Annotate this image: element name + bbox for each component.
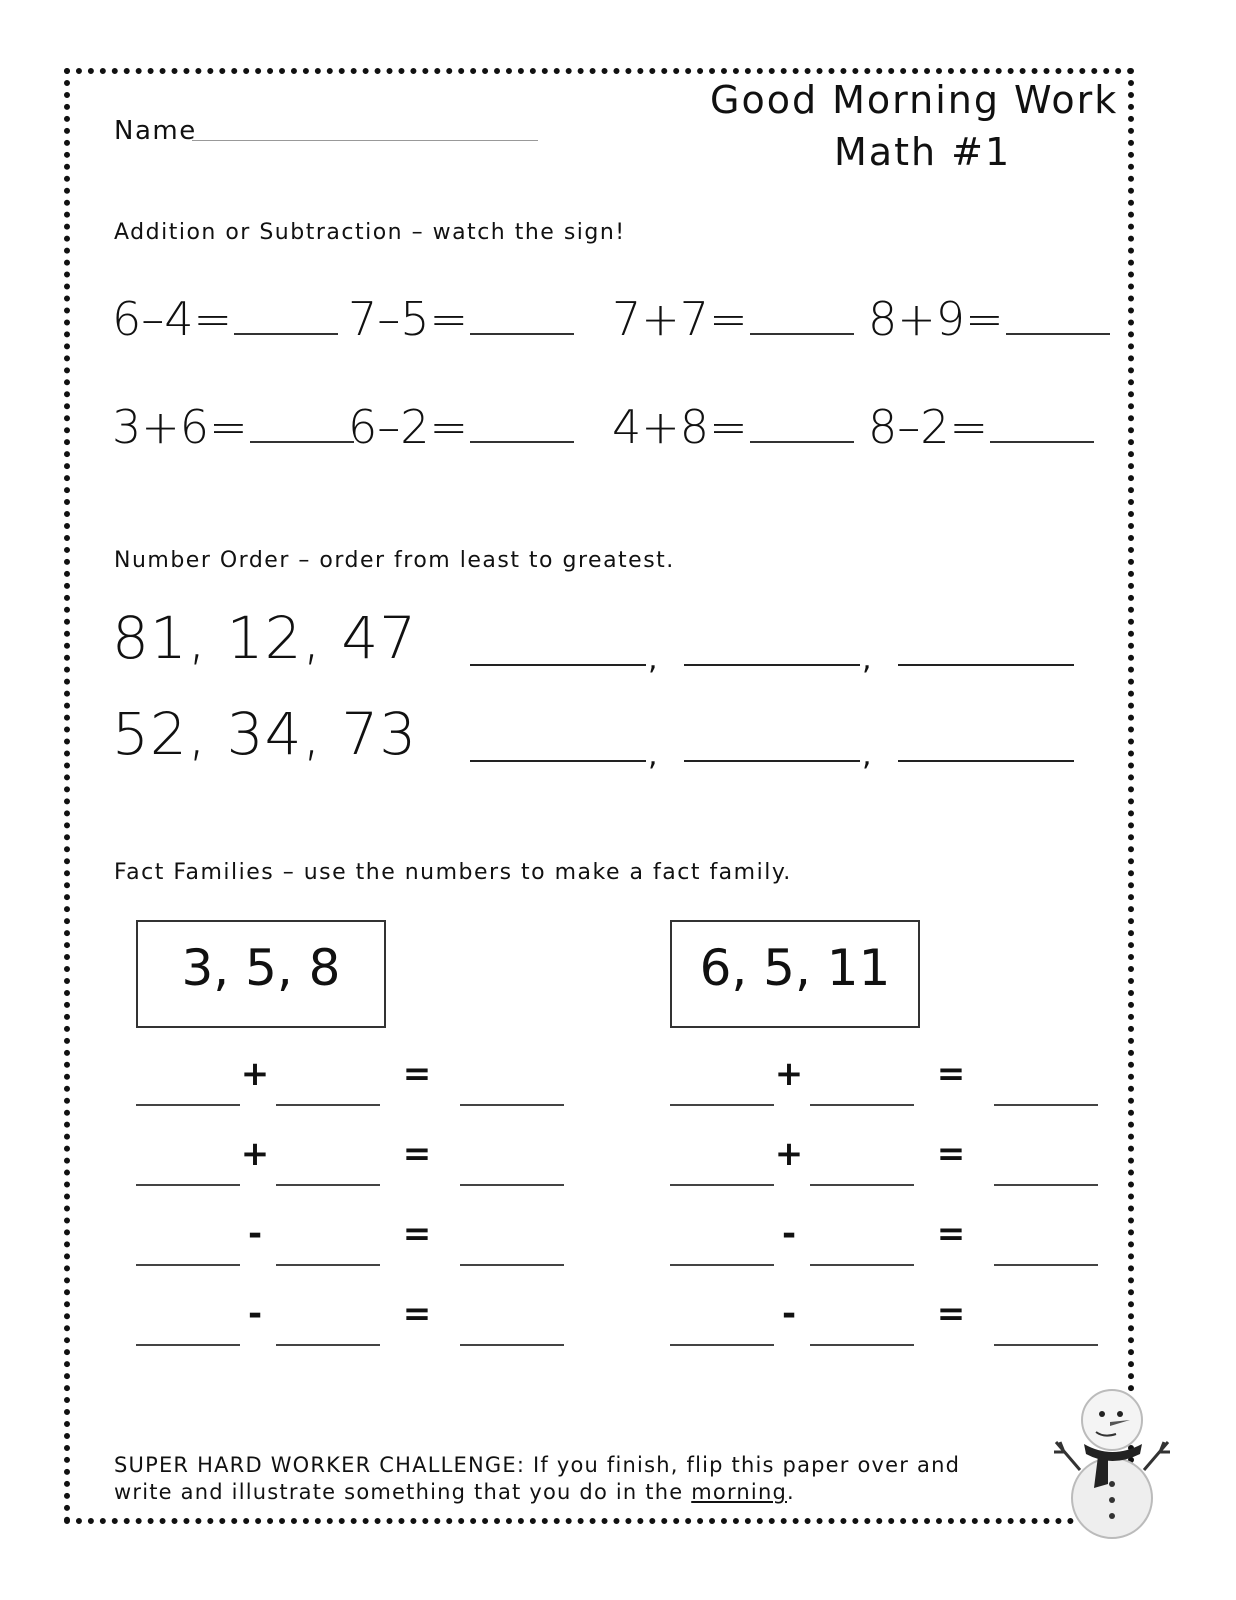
fact-box-2: 6, 5, 11	[670, 920, 920, 1028]
fact-answer-blank[interactable]	[460, 1264, 564, 1266]
answer-blank[interactable]	[470, 332, 574, 335]
comma: ,	[862, 642, 872, 677]
comma: ,	[648, 738, 658, 773]
fact-answer-blank[interactable]	[810, 1184, 914, 1186]
answer-blank[interactable]	[750, 332, 854, 335]
comma: ,	[862, 738, 872, 773]
order-instruction: Number Order – order from least to greatest.	[114, 548, 675, 573]
fact-answer-blank[interactable]	[136, 1184, 240, 1186]
fact-instruction: Fact Families – use the numbers to make a fact family.	[114, 860, 792, 885]
fact-operator: -	[247, 1294, 263, 1334]
name-field[interactable]	[192, 140, 538, 141]
worksheet-subtitle: Math #1	[834, 130, 1012, 174]
fact-operator: +	[774, 1134, 804, 1174]
fact-answer-blank[interactable]	[994, 1104, 1098, 1106]
order-blank[interactable]	[684, 760, 860, 762]
fact-answer-blank[interactable]	[136, 1104, 240, 1106]
fact-equals: =	[402, 1054, 432, 1094]
fact-operator: +	[240, 1054, 270, 1094]
fact-operator: -	[247, 1214, 263, 1254]
fact-answer-blank[interactable]	[670, 1344, 774, 1346]
challenge-text: SUPER HARD WORKER CHALLENGE: If you finish, flip this paper over and write and illustrate something that you do in the morning.	[114, 1453, 961, 1504]
fact-answer-blank[interactable]	[276, 1344, 380, 1346]
fact-answer-blank[interactable]	[810, 1104, 914, 1106]
order-blank[interactable]	[898, 664, 1074, 666]
fact-operator: +	[774, 1054, 804, 1094]
fact-operator: -	[781, 1214, 797, 1254]
answer-blank[interactable]	[1006, 332, 1110, 335]
answer-blank[interactable]	[750, 440, 854, 443]
answer-blank[interactable]	[250, 440, 354, 443]
fact-operator: -	[781, 1294, 797, 1334]
fact-equals: =	[936, 1214, 966, 1254]
fact-answer-blank[interactable]	[460, 1184, 564, 1186]
fact-equals: =	[402, 1214, 432, 1254]
fact-equals: =	[936, 1294, 966, 1334]
fact-answer-blank[interactable]	[136, 1344, 240, 1346]
problem-1: 6–4=	[112, 292, 338, 346]
problem-6: 6–2=	[348, 400, 574, 454]
fact-answer-blank[interactable]	[810, 1264, 914, 1266]
fact-answer-blank[interactable]	[994, 1184, 1098, 1186]
fact-equals: =	[936, 1054, 966, 1094]
fact-answer-blank[interactable]	[276, 1264, 380, 1266]
fact-answer-blank[interactable]	[810, 1344, 914, 1346]
fact-answer-blank[interactable]	[994, 1264, 1098, 1266]
problem-8: 8–2=	[868, 400, 1094, 454]
fact-equals: =	[402, 1134, 432, 1174]
addition-instruction: Addition or Subtraction – watch the sign!	[114, 220, 626, 245]
fact-answer-blank[interactable]	[276, 1104, 380, 1106]
answer-blank[interactable]	[990, 440, 1094, 443]
answer-blank[interactable]	[234, 332, 338, 335]
order-blank[interactable]	[898, 760, 1074, 762]
fact-answer-blank[interactable]	[136, 1264, 240, 1266]
fact-answer-blank[interactable]	[276, 1184, 380, 1186]
problem-3: 7+7=	[612, 292, 854, 346]
order-blank[interactable]	[470, 664, 646, 666]
order-set-1: 81, 12, 47	[112, 604, 418, 672]
fact-answer-blank[interactable]	[670, 1104, 774, 1106]
answer-blank[interactable]	[470, 440, 574, 443]
dotted-border	[64, 68, 1134, 1524]
fact-equals: =	[936, 1134, 966, 1174]
snowman-illustration	[1050, 1380, 1180, 1540]
fact-answer-blank[interactable]	[670, 1184, 774, 1186]
order-set-2: 52, 34, 73	[112, 700, 418, 768]
order-blank[interactable]	[470, 760, 646, 762]
comma: ,	[648, 642, 658, 677]
problem-2: 7–5=	[348, 292, 574, 346]
problem-5: 3+6=	[112, 400, 354, 454]
fact-answer-blank[interactable]	[994, 1344, 1098, 1346]
fact-answer-blank[interactable]	[460, 1104, 564, 1106]
fact-answer-blank[interactable]	[460, 1344, 564, 1346]
name-label: Name	[114, 116, 197, 146]
worksheet-title: Good Morning Work	[710, 78, 1119, 122]
fact-answer-blank[interactable]	[670, 1264, 774, 1266]
problem-7: 4+8=	[612, 400, 854, 454]
fact-box-1: 3, 5, 8	[136, 920, 386, 1028]
fact-equals: =	[402, 1294, 432, 1334]
fact-operator: +	[240, 1134, 270, 1174]
order-blank[interactable]	[684, 664, 860, 666]
problem-4: 8+9=	[868, 292, 1110, 346]
